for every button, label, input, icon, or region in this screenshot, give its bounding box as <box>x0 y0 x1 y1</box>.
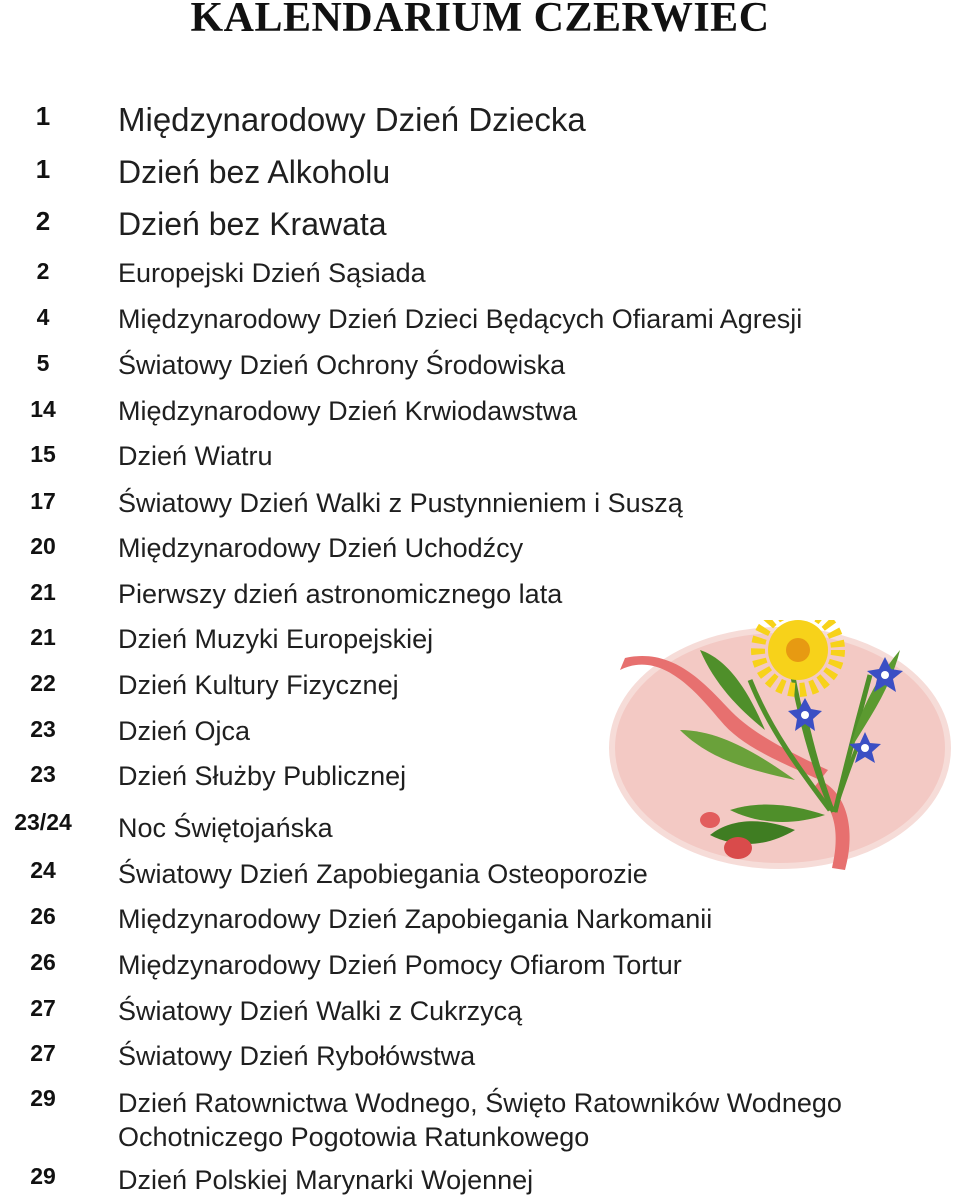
event-name-continuation: Ochotniczego Pogotowia Ratunkowego <box>118 1122 590 1152</box>
rose-bud-shape <box>724 837 752 859</box>
event-name: Międzynarodowy Dzień Dzieci Będących Ofiarami Agresji <box>118 304 803 334</box>
event-name: Międzynarodowy Dzień Krwiodawstwa <box>118 396 578 426</box>
list-item <box>0 441 960 475</box>
list-item <box>0 101 960 141</box>
list-item <box>0 533 960 567</box>
event-day: 2 <box>35 206 51 236</box>
event-name: Dzień Wiatru <box>118 441 273 471</box>
list-item <box>0 995 960 1029</box>
event-name: Światowy Dzień Walki z Cukrzycą <box>118 996 523 1026</box>
event-name: Światowy Dzień Walki z Pustynnieniem i Suszą <box>118 488 683 518</box>
flower-bouquet-icon <box>600 620 960 890</box>
event-day: 2 <box>36 258 50 284</box>
list-item <box>0 396 960 430</box>
event-day: 17 <box>30 488 56 514</box>
event-name: Dzień Polskiej Marynarki Wojennej <box>118 1165 534 1195</box>
page-title: KALENDARIUM CZERWIEC <box>190 0 770 41</box>
event-day: 4 <box>36 304 50 330</box>
event-day: 23/24 <box>14 809 72 835</box>
list-item <box>0 949 960 983</box>
event-day: 21 <box>30 624 56 650</box>
list-item <box>0 579 960 613</box>
event-name: Dzień Muzyki Europejskiej <box>118 624 434 654</box>
event-name: Pierwszy dzień astronomicznego lata <box>118 579 563 609</box>
event-day: 15 <box>30 441 56 467</box>
event-day: 24 <box>30 857 56 883</box>
event-day: 29 <box>30 1085 56 1111</box>
event-day: 5 <box>36 350 50 376</box>
event-name: Międzynarodowy Dzień Zapobiegania Narkomanii <box>118 904 713 934</box>
event-day: 27 <box>30 995 56 1021</box>
list-item <box>0 903 960 937</box>
event-name: Dzień Służby Publicznej <box>118 761 407 791</box>
list-item <box>0 488 960 522</box>
event-name: Noc Świętojańska <box>118 813 333 843</box>
event-name: Europejski Dzień Sąsiada <box>118 258 426 288</box>
event-day: 23 <box>30 716 56 742</box>
event-day: 14 <box>30 396 56 422</box>
event-name: Międzynarodowy Dzień Dziecka <box>118 101 586 138</box>
event-name: Światowy Dzień Zapobiegania Osteoporozie <box>118 859 648 889</box>
event-day: 29 <box>30 1163 56 1189</box>
list-item <box>0 258 960 292</box>
event-name: Międzynarodowy Dzień Uchodźcy <box>118 533 524 563</box>
event-name: Dzień Kultury Fizycznej <box>118 670 399 700</box>
rose-bud-shape <box>700 812 720 828</box>
event-name: Dzień bez Krawata <box>118 206 387 242</box>
event-name: Światowy Dzień Ochrony Środowiska <box>118 350 566 380</box>
event-name: Międzynarodowy Dzień Pomocy Ofiarom Tortur <box>118 950 682 980</box>
event-day: 26 <box>30 949 56 975</box>
event-day: 26 <box>30 903 56 929</box>
list-item <box>0 1163 960 1197</box>
event-name: Dzień Ratownictwa Wodnego, Święto Ratowników Wodnego <box>118 1088 842 1118</box>
list-item <box>0 154 960 194</box>
event-day: 1 <box>35 154 51 184</box>
event-name: Światowy Dzień Rybołówstwa <box>118 1041 476 1071</box>
event-day: 23 <box>30 761 56 787</box>
list-item <box>0 206 960 246</box>
event-day: 22 <box>30 670 56 696</box>
list-item <box>0 1085 960 1155</box>
list-item <box>0 304 960 338</box>
event-name: Dzień Ojca <box>118 716 251 746</box>
event-day: 20 <box>30 533 56 559</box>
list-item <box>0 350 960 384</box>
event-name: Dzień bez Alkoholu <box>118 154 391 190</box>
event-day: 27 <box>30 1040 56 1066</box>
event-day: 1 <box>35 101 51 131</box>
event-day: 21 <box>30 579 56 605</box>
list-item <box>0 1040 960 1074</box>
